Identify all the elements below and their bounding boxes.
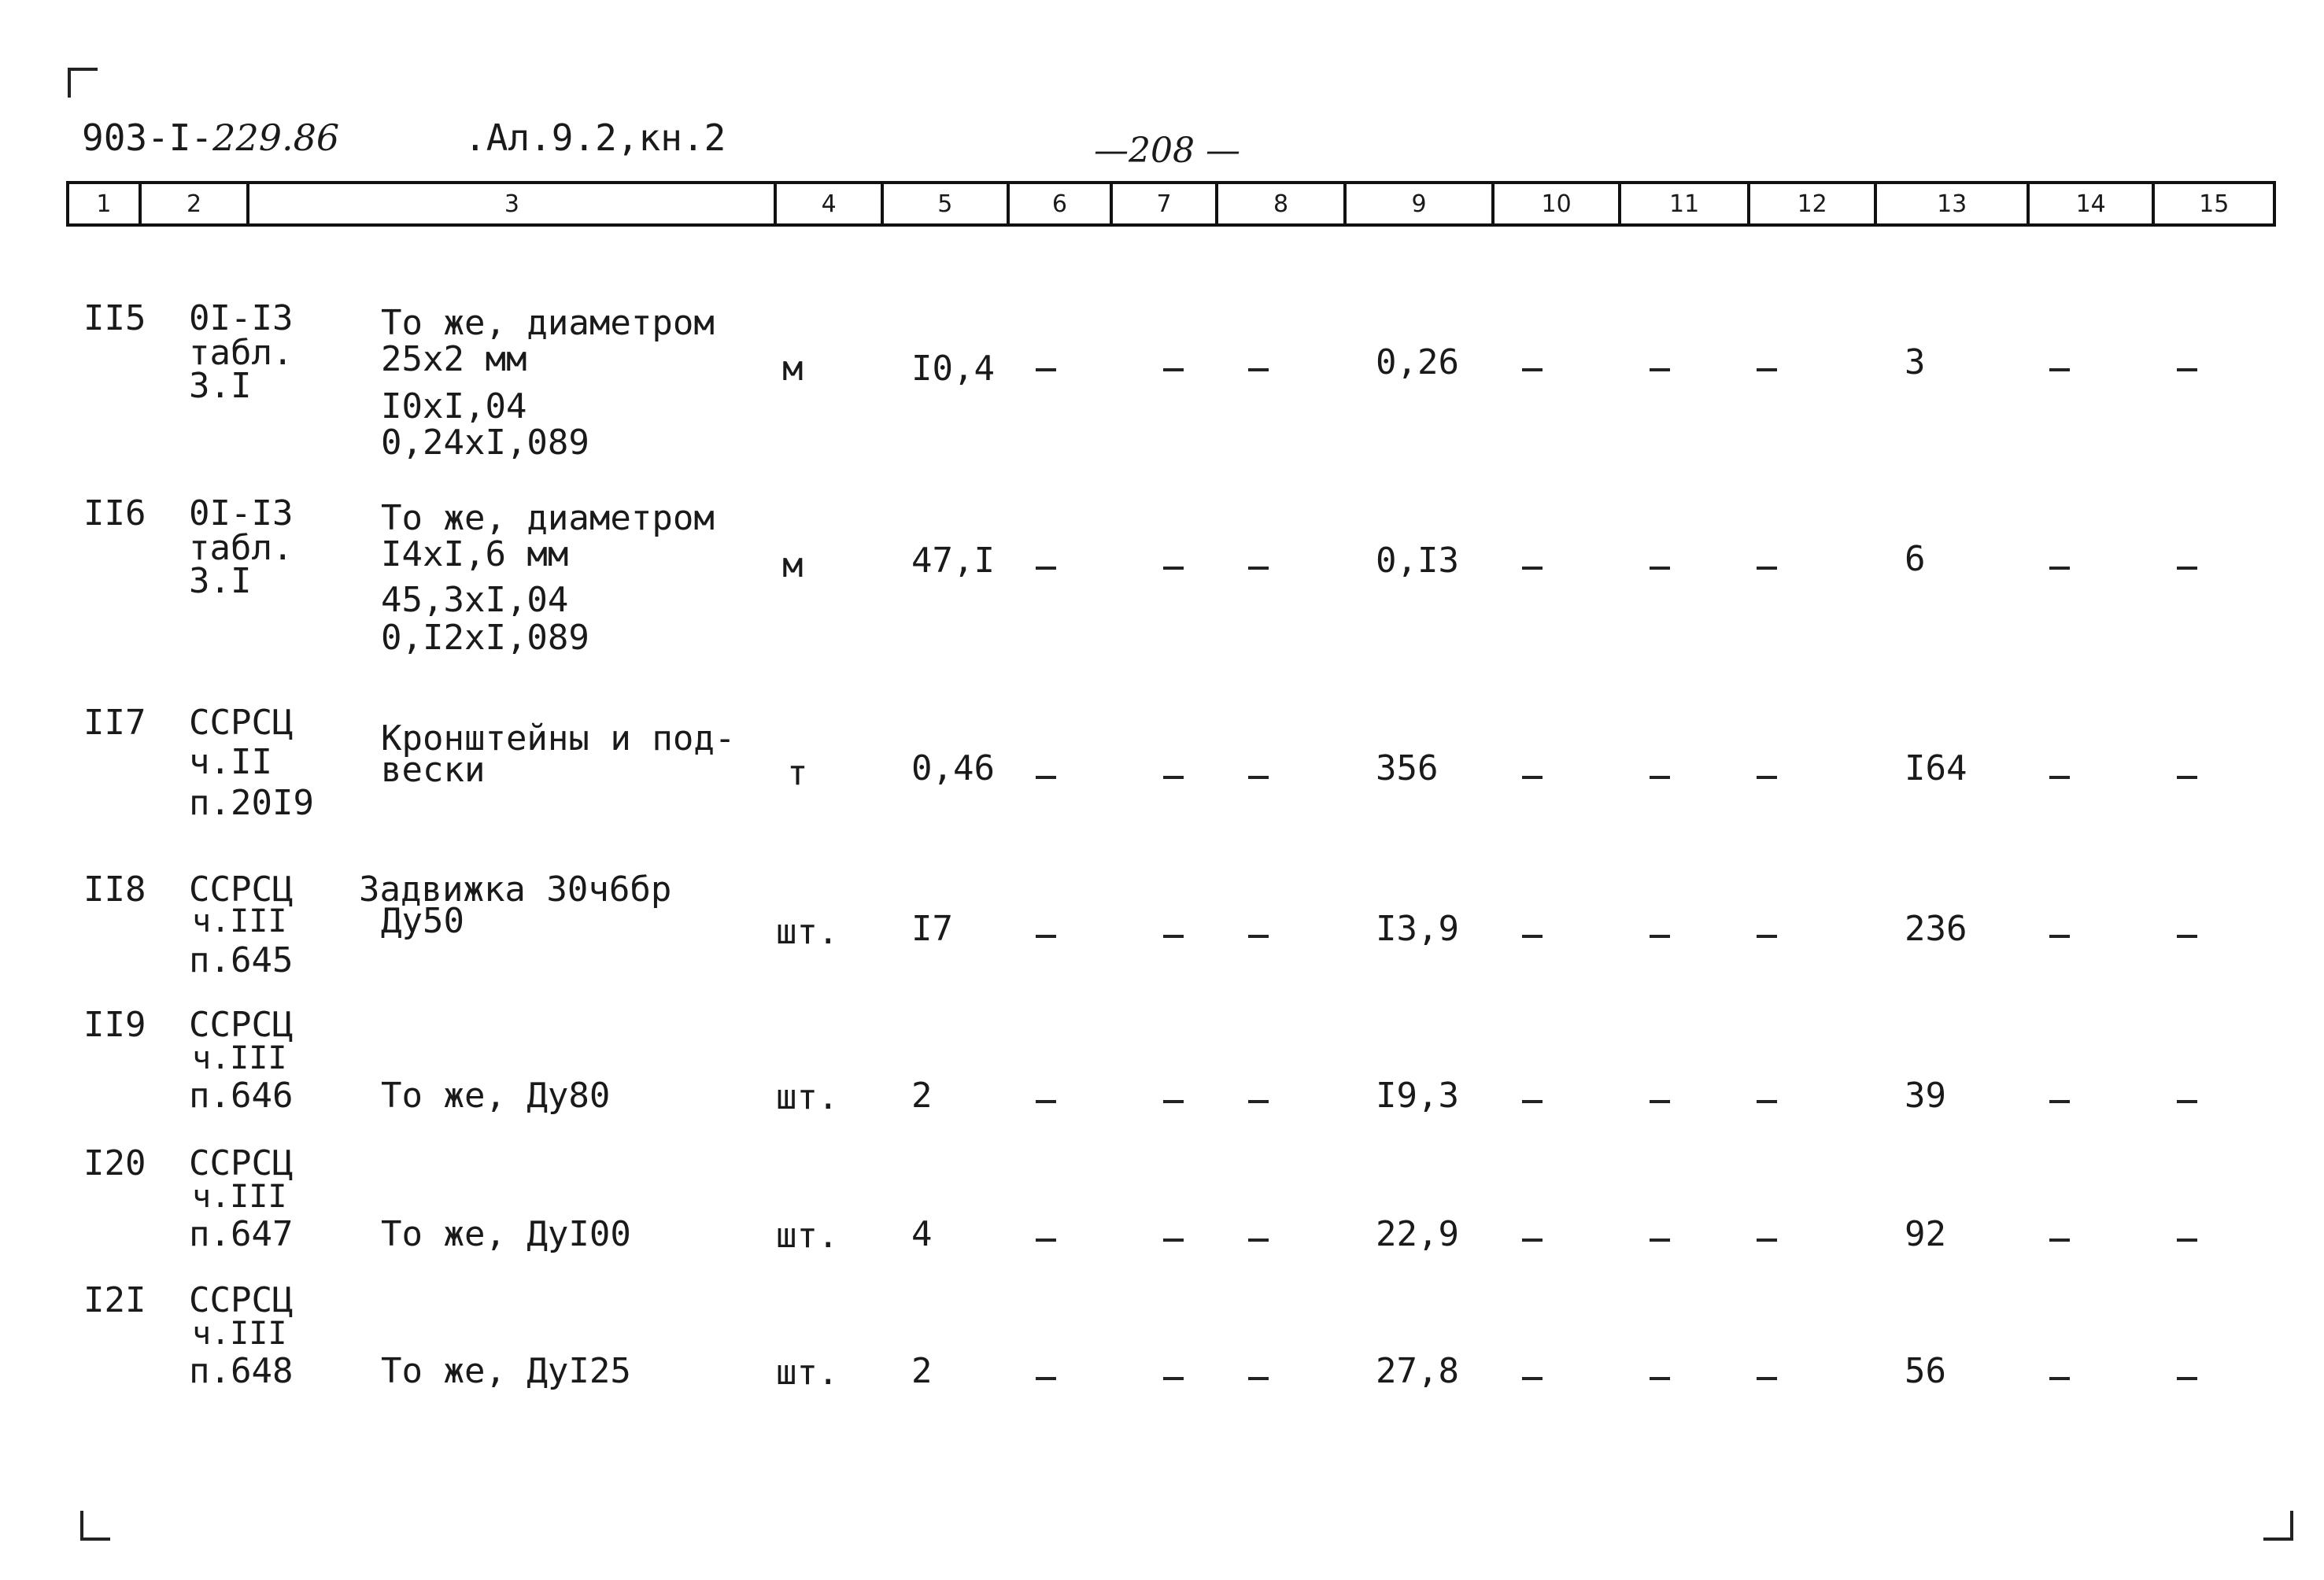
dash [1248,776,1269,779]
basis-line: ССРСЦ [189,1280,294,1320]
dash [2177,1377,2197,1380]
dash [1163,368,1184,371]
item-name-line: То же, диаметром [381,303,715,343]
dash [2049,935,2070,938]
dash [2177,567,2197,570]
dash [1522,935,1543,938]
dash [1757,935,1777,938]
basis-line: п.645 [189,940,294,980]
quantity: I0,4 [911,349,995,389]
unit: шт. [776,912,839,952]
unit: м [782,349,804,389]
calc-line: 45,3хI,04 [381,580,569,620]
dash [1163,1100,1184,1103]
quantity: 2 [911,1351,933,1391]
basis-line: ч.III [192,1040,287,1076]
basis-line: ч.III [192,903,287,940]
basis-line: ч.III [192,1316,287,1352]
dash [2177,776,2197,779]
dash [1036,368,1056,371]
dash [2177,368,2197,371]
basis-line: п.646 [189,1076,294,1116]
dash [1757,1100,1777,1103]
dash [1650,1100,1670,1103]
dash [1650,368,1670,371]
corner-mark-top-left [68,68,98,98]
dash [2049,1100,2070,1103]
column-number: 5 [884,184,1010,223]
column-number: 6 [1010,184,1114,223]
dash [1163,935,1184,938]
item-name-line: Ду50 [381,901,464,941]
dash [1036,1377,1056,1380]
corner-mark-bottom-right [2263,1511,2293,1541]
dash [1650,935,1670,938]
dash [1248,935,1269,938]
column-number: 11 [1621,184,1750,223]
unit: т [787,753,808,793]
column-number: 9 [1347,184,1494,223]
col13-value: 92 [1905,1214,1946,1254]
col13-value: I64 [1905,748,1967,788]
column-number: 14 [2030,184,2156,223]
col9-value: 0,I3 [1376,541,1459,581]
row-number: II5 [83,298,146,338]
column-number: 10 [1495,184,1622,223]
item-name-line: То же, ДуI25 [381,1351,631,1391]
column-number-row [66,181,2276,227]
unit: м [782,545,804,585]
dash [1650,776,1670,779]
item-name-line: I4хI,6 мм [381,534,569,574]
dash [1163,567,1184,570]
quantity: 2 [911,1076,933,1116]
dash [2177,1239,2197,1242]
dash [1036,935,1056,938]
column-number: 13 [1877,184,2029,223]
dash [2049,368,2070,371]
dash [1757,776,1777,779]
col9-value: 22,9 [1376,1214,1459,1254]
dash [1248,368,1269,371]
dash [1757,1377,1777,1380]
basis-line: п.20I9 [189,783,314,823]
dash [1522,776,1543,779]
basis-line: ССРСЦ [189,869,294,910]
quantity: 0,46 [911,748,995,788]
dash [1522,368,1543,371]
dash [2049,1377,2070,1380]
dash [1248,1100,1269,1103]
dash [1248,1377,1269,1380]
document-code-handwritten: 229.86 [212,116,340,159]
row-number: II7 [83,703,146,743]
dash [1757,567,1777,570]
row-number: II9 [83,1005,146,1045]
dash [2049,567,2070,570]
dash [1248,1239,1269,1242]
basis-line: 0I-I3 [189,493,294,533]
basis-line: ч.II [189,742,272,782]
basis-line: 3.I [189,366,252,406]
dash [1163,776,1184,779]
basis-line: табл. [189,528,294,568]
dash [1522,1377,1543,1380]
dash [2049,1239,2070,1242]
col9-value: 0,26 [1376,342,1459,382]
col9-value: I3,9 [1376,909,1459,949]
col9-value: 356 [1376,748,1439,788]
album-reference: .Ал.9.2,кн.2 [464,116,726,159]
basis-line: п.648 [189,1351,294,1391]
column-number: 2 [142,184,250,223]
item-name-line: Кронштейны и под- [381,718,736,759]
dash [1036,1100,1056,1103]
col13-value: 39 [1905,1076,1946,1116]
dash [1757,1239,1777,1242]
quantity: 4 [911,1214,933,1254]
col13-value: 56 [1905,1351,1946,1391]
page-number: —208 — [1094,131,1240,171]
quantity: 47,I [911,541,995,581]
basis-line: 3.I [189,561,252,601]
column-number: 1 [69,184,142,223]
dash [1757,368,1777,371]
basis-line: 0I-I3 [189,298,294,338]
col13-value: 6 [1905,539,1926,579]
calc-line: I0хI,04 [381,386,527,426]
item-name-line: То же, диаметром [381,498,715,538]
dash [2177,935,2197,938]
dash [1248,567,1269,570]
dash [1650,567,1670,570]
basis-line: табл. [189,333,294,373]
item-name-line: То же, Ду80 [381,1076,611,1116]
item-name-line: То же, ДуI00 [381,1214,631,1254]
basis-line: п.647 [189,1214,294,1254]
calc-line: 0,I2хI,089 [381,618,589,658]
row-number: II8 [83,869,146,910]
dash [1522,1100,1543,1103]
unit: шт. [776,1077,839,1117]
dash [1163,1377,1184,1380]
dash [1036,567,1056,570]
dash [1522,1239,1543,1242]
dash [1163,1239,1184,1242]
calc-line: 0,24хI,089 [381,423,589,463]
corner-mark-bottom-left [80,1511,110,1541]
col9-value: 27,8 [1376,1351,1459,1391]
quantity: I7 [911,909,953,949]
unit: шт. [776,1216,839,1256]
column-number: 3 [249,184,777,223]
item-name-line: вески [381,750,486,790]
basis-line: ССРСЦ [189,703,294,743]
item-name-line: 25х2 мм [381,339,527,379]
column-number: 7 [1113,184,1218,223]
col9-value: I9,3 [1376,1076,1459,1116]
dash [1522,567,1543,570]
basis-line: ССРСЦ [189,1143,294,1183]
row-number: I20 [83,1143,146,1183]
column-number: 15 [2199,190,2230,218]
column-number: 12 [1750,184,1878,223]
column-number: 4 [777,184,884,223]
dash [2049,776,2070,779]
col13-value: 236 [1905,909,1967,949]
dash [2177,1100,2197,1103]
basis-line: ССРСЦ [189,1005,294,1045]
row-number: I2I [83,1280,146,1320]
basis-line: ч.III [192,1179,287,1215]
row-number: II6 [83,493,146,533]
col13-value: 3 [1905,342,1926,382]
dash [1650,1239,1670,1242]
column-number: 8 [1218,184,1347,223]
dash [1036,1239,1056,1242]
dash [1650,1377,1670,1380]
unit: шт. [776,1353,839,1393]
document-code: 903-I-229.86 [82,116,340,159]
item-name-line: Задвижка 30ч6бр [359,869,672,910]
dash [1036,776,1056,779]
